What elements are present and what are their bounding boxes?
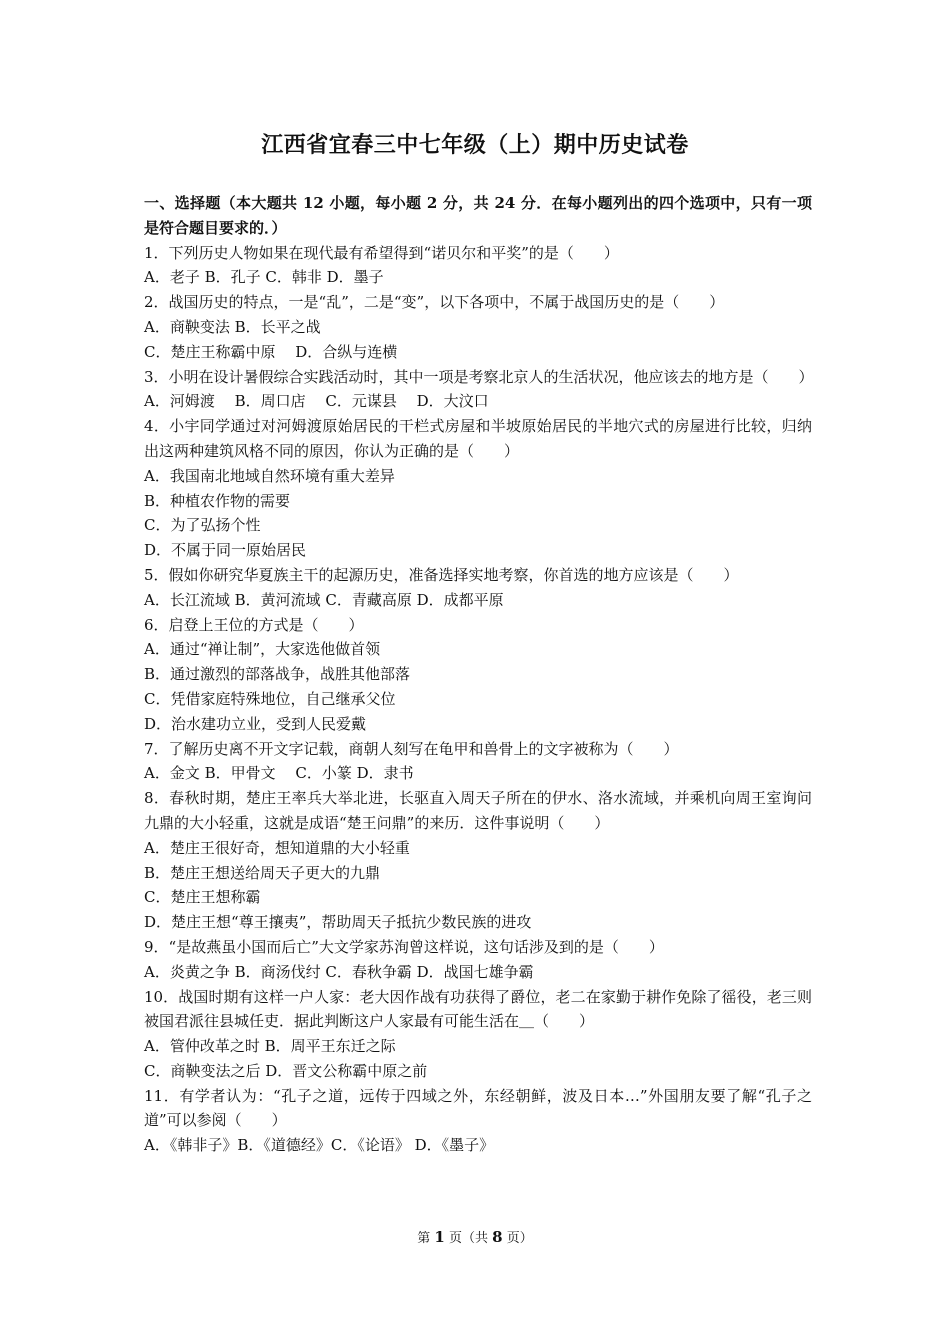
question-11-options: A．《韩非子》B．《道德经》C．《论语》 D．《墨子》 <box>144 1136 495 1155</box>
question-6-option-a: A．通过“禅让制”，大家选他做首领 <box>144 640 381 659</box>
question-1: 1．下列历史人物如果在现代最有希望得到“诺贝尔和平奖”的是（ ） <box>144 243 619 262</box>
question-3-options: A．河姆渡 B．周口店 C．元谋县 D．大汶口 <box>144 392 489 411</box>
question-6-option-b: B．通过激烈的部落战争，战胜其他部落 <box>144 665 411 684</box>
question-7: 7．了解历史离不开文字记载，商朝人刻写在龟甲和兽骨上的文字被称为（ ） <box>144 739 679 758</box>
footer-prefix: 第 <box>417 1231 435 1246</box>
question-10-options-cd: C．商鞅变法之后 D．晋文公称霸中原之前 <box>144 1061 428 1080</box>
exam-body <box>144 191 812 1158</box>
footer-suffix: 页） <box>502 1231 533 1246</box>
question-8-option-d: D．楚庄王想“尊王攘夷”，帮助周天子抵抗少数民族的进攻 <box>144 913 532 932</box>
question-4-option-a: A．我国南北地域自然环境有重大差异 <box>144 466 395 485</box>
question-9-options: A．炎黄之争 B．商汤伐纣 C．春秋争霸 D．战国七雄争霸 <box>144 962 534 981</box>
question-7-options: A．金文 B．甲骨文 C．小篆 D．隶书 <box>144 764 414 783</box>
section-heading: 一、选择题（本大题共 12 小题，每小题 2 分，共 24 分．在每小题列出的四个选项中，只有一项是符合题目要求的．） <box>144 194 812 237</box>
question-2-options-ab: A．商鞅变法 B．长平之战 <box>144 317 321 336</box>
total-pages: 8 <box>492 1228 503 1246</box>
question-10: 10．战国时期有这样一户人家：老大因作战有功获得了爵位，老二在家勤于耕作免除了徭役，老三则被国君派往县城任吏．据此判断这户人家最有可能生活在＿（ ） <box>144 987 812 1031</box>
question-9: 9．“是故燕虽小国而后亡”大文学家苏洵曾这样说，这句话涉及到的是（ ） <box>144 937 664 956</box>
question-1-options: A．老子 B．孔子 C．韩非 D．墨子 <box>144 268 384 287</box>
question-2: 2．战国历史的特点，一是“乱”，二是“变”，以下各项中，不属于战国历史的是（ ） <box>144 293 725 312</box>
question-5: 5．假如你研究华夏族主干的起源历史，准备选择实地考察，你首选的地方应该是（ ） <box>144 565 739 584</box>
question-6: 6．启登上王位的方式是（ ） <box>144 615 364 634</box>
question-3: 3．小明在设计暑假综合实践活动时，其中一项是考察北京人的生活状况，他应该去的地方是（ ） <box>144 367 814 386</box>
question-4-option-c: C．为了弘扬个性 <box>144 516 261 535</box>
question-6-option-d: D．治水建功立业，受到人民爱戴 <box>144 714 367 733</box>
question-8-option-c: C．楚庄王想称霸 <box>144 888 261 907</box>
question-2-options-cd: C．楚庄王称霸中原 D．合纵与连横 <box>144 342 398 361</box>
question-10-options-ab: A．管仲改革之时 B．周平王东迁之际 <box>144 1037 396 1056</box>
question-6-option-c: C．凭借家庭特殊地位，自己继承父位 <box>144 689 396 708</box>
question-4-option-d: D．不属于同一原始居民 <box>144 541 307 560</box>
question-5-options: A．长江流域 B．黄河流域 C．青藏高原 D．成都平原 <box>144 590 504 609</box>
question-8-option-b: B．楚庄王想送给周天子更大的九鼎 <box>144 863 381 882</box>
question-11: 11．有学者认为：“孔子之道，远传于四域之外，东经朝鲜，波及日本…”外国朋友要了解“孔子之道”可以参阅（ ） <box>144 1086 812 1130</box>
footer-middle: 页（共 <box>444 1231 493 1246</box>
question-8: 8．春秋时期，楚庄王率兵大举北进，长驱直入周天子所在的伊水、洛水流域，并乘机向周王室询问九鼎的大小轻重，这就是成语“楚王问鼎”的来历．这件事说明（ ） <box>144 789 812 832</box>
question-4-option-b: B．种植农作物的需要 <box>144 491 291 510</box>
question-4: 4．小宇同学通过对河姆渡原始居民的干栏式房屋和半坡原始居民的半地穴式的房屋进行比较，归纳出这两种建筑风格不同的原因，你认为正确的是（ ） <box>144 417 812 460</box>
page-title: 江西省宜春三中七年级（上）期中历史试卷 <box>261 132 689 158</box>
page-footer <box>0 1227 950 1246</box>
page-number: 1 <box>434 1228 445 1246</box>
question-8-option-a: A．楚庄王很好奇，想知道鼎的大小轻重 <box>144 838 410 857</box>
